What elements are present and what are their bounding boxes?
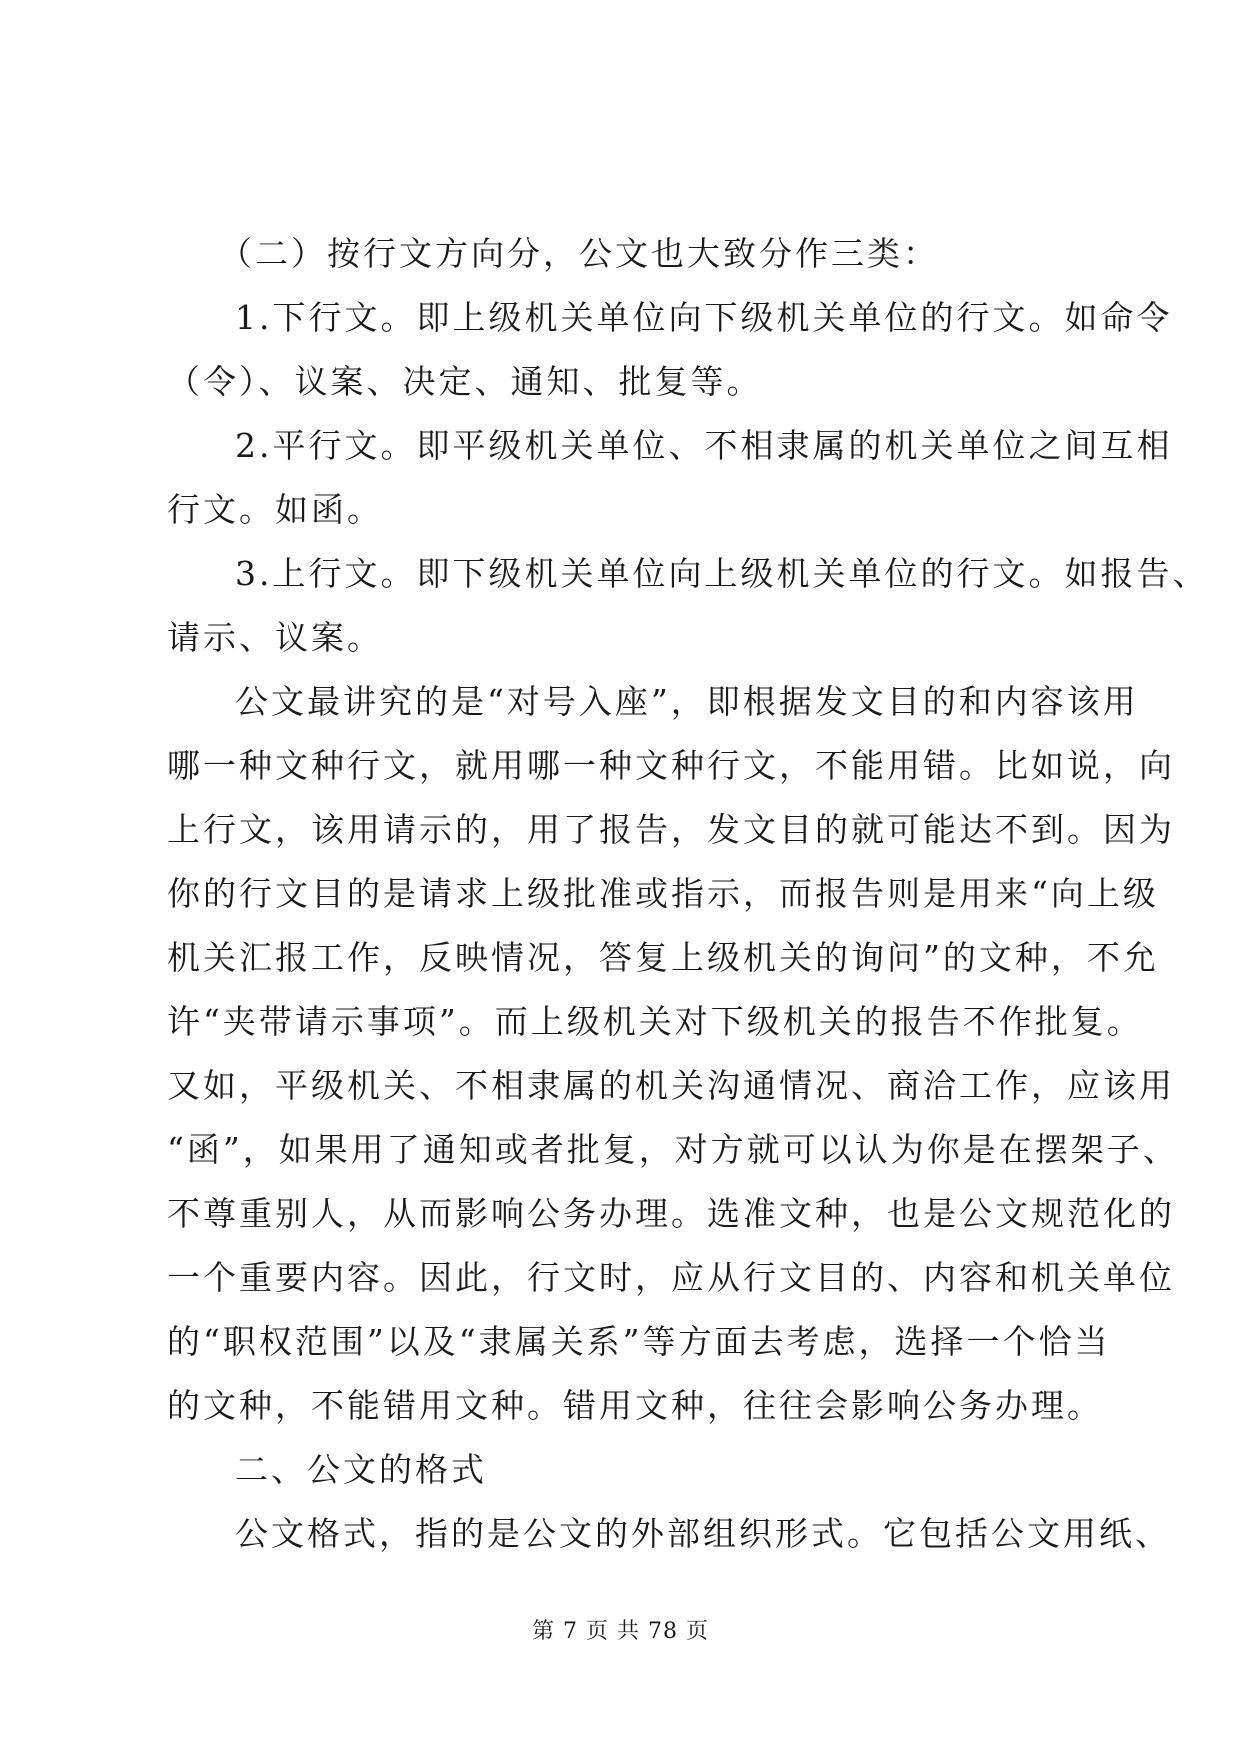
text-line: 机关汇报工作，反映情况，答复上级机关的询问”的文种，不允 bbox=[167, 938, 1159, 977]
text-line: 哪一种文种行文，就用哪一种文种行文，不能用错。比如说，向 bbox=[167, 746, 1175, 785]
text-line: 上行文，该用请示的，用了报告，发文目的就可能达不到。因为 bbox=[167, 810, 1175, 849]
text-line: 许“夹带请示事项”。而上级机关对下级机关的报告不作批复。 bbox=[167, 1002, 1143, 1041]
list-item-line: 3.上行文。即下级机关单位向上级机关单位的行文。如报告、 bbox=[235, 554, 1209, 593]
list-item-line: 2.平行文。即平级机关单位、不相隶属的机关单位之间互相 bbox=[235, 426, 1173, 465]
document-body bbox=[167, 222, 1209, 1566]
paragraph-first-line: 公文最讲究的是“对号入座”，即根据发文目的和内容该用 bbox=[235, 682, 1139, 721]
text-line: 的文种，不能错用文种。错用文种，往往会影响公务办理。 bbox=[167, 1386, 1103, 1425]
section-heading-line: （二）按行文方向分，公文也大致分作三类： bbox=[219, 234, 939, 273]
text-line: 一个重要内容。因此，行文时，应从行文目的、内容和机关单位 bbox=[167, 1258, 1175, 1297]
text-line: 又如，平级机关、不相隶属的机关沟通情况、商洽工作，应该用 bbox=[167, 1066, 1175, 1105]
list-item-line: 1.下行文。即上级机关单位向下级机关单位的行文。如命令 bbox=[235, 298, 1173, 337]
text-line: 请示、议案。 bbox=[167, 618, 383, 657]
text-line: 你的行文目的是请求上级批准或指示，而报告则是用来“向上级 bbox=[167, 874, 1159, 913]
page-number-footer: 第 7 页 共 78 页 bbox=[532, 1619, 709, 1644]
text-line: （令）、议案、决定、通知、批复等。 bbox=[167, 362, 763, 401]
section-heading-line: 二、公文的格式 bbox=[235, 1450, 487, 1489]
text-line: 行文。如函。 bbox=[167, 490, 383, 529]
text-line: 的“职权范围”以及“隶属关系”等方面去考虑，选择一个恰当 bbox=[167, 1322, 1111, 1361]
text-line: “函”，如果用了通知或者批复，对方就可以认为你是在摆架子、 bbox=[167, 1130, 1179, 1169]
text-line: 不尊重别人，从而影响公务办理。选准文种，也是公文规范化的 bbox=[167, 1194, 1175, 1233]
paragraph-first-line: 公文格式，指的是公文的外部组织形式。它包括公文用纸、 bbox=[235, 1514, 1171, 1553]
